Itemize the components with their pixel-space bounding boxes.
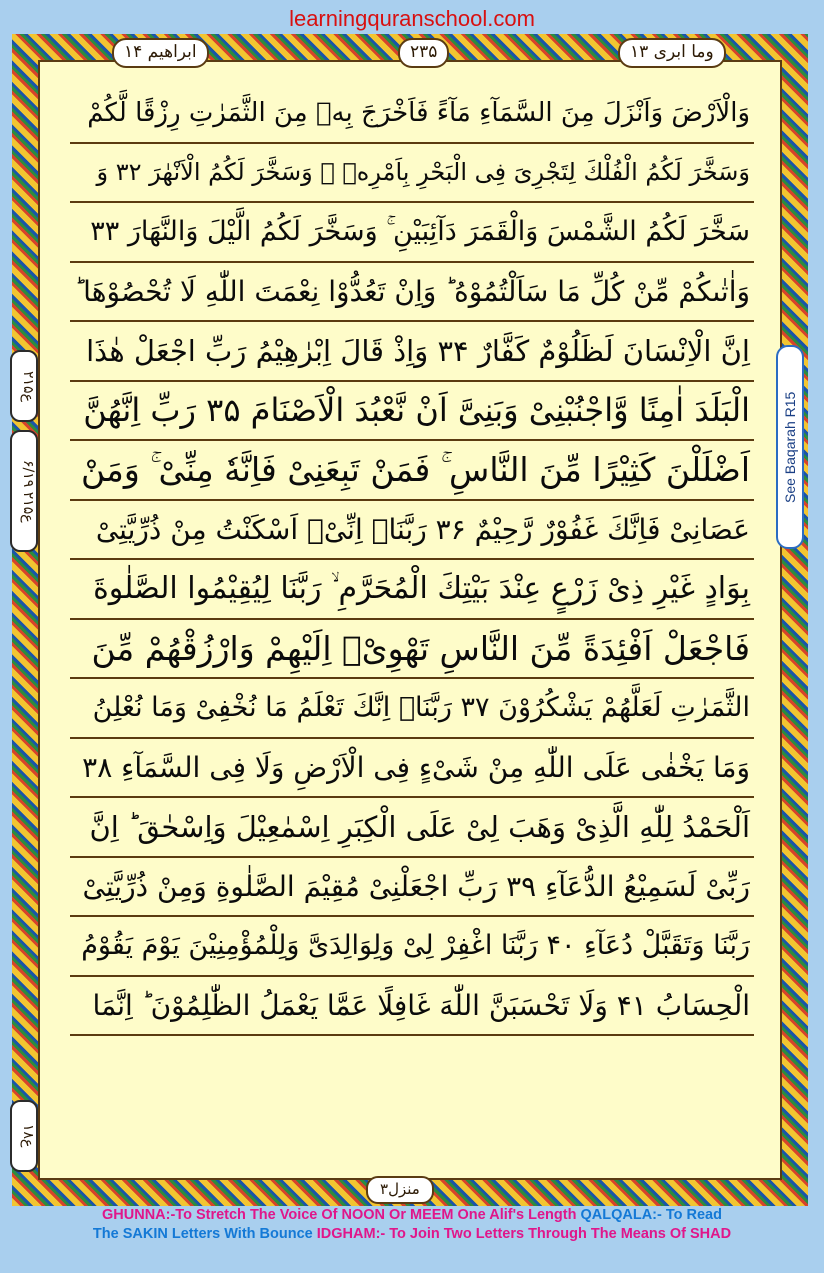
line-text: سَخَّرَ لَكُمُ الشَّمْسَ وَالْقَمَرَ دَآئِبَیْنِ ۚ وَسَخَّرَ لَكُمُ الَّیْلَ وَالنَّهَارَ ۳۳: [90, 215, 750, 247]
text-line: [70, 739, 754, 799]
ghunna-rule: GHUNNA:-To Stretch The Voice Of NOON Or MEEM One Alif's Length: [102, 1207, 577, 1223]
page-number: ۲۳۵: [398, 38, 449, 68]
quran-text-area: [70, 84, 754, 1134]
line-text: بِوَادٍ غَیْرِ ذِیْ زَرْعٍ عِنْدَ بَیْتِكَ الْمُحَرَّمِ ۙ رَبَّنَا لِیُقِیْمُوا الصَّلٰوةَ: [93, 571, 750, 607]
text-line: [70, 144, 754, 204]
line-text: رَبَّنَا وَتَقَبَّلْ دُعَآءِ ۴۰ رَبَّنَا اغْفِرْ لِیْ وَلِوَالِدَیَّ وَلِلْمُؤْمِنِیْنَ یَوْمَ یَقُوْمُ: [81, 930, 750, 962]
line-text: وَالْاَرْضَ وَاَنْزَلَ مِنَ السَّمَآءِ مَآءً فَاَخْرَجَ بِهٖ مِنَ الثَّمَرٰتِ رِزْقًا لَّكُمْ: [87, 97, 750, 128]
text-line: [70, 322, 754, 382]
juz-marker: ع۲۱۵ ۶/۱۹: [10, 430, 38, 552]
line-text: اِنَّ الْاِنْسَانَ لَظَلُوْمٌ كَفَّارٌ ۳۴ وَاِذْ قَالَ اِبْرٰهِیْمُ رَبِّ اجْعَلْ هٰذَا: [86, 333, 750, 368]
line-text: الْبَلَدَ اٰمِنًا وَّاجْنُبْنِیْ وَبَنِیَّ اَنْ نَّعْبُدَ الْاَصْنَامَ ۳۵ رَبِّ اِنَّهُنَّ: [83, 391, 750, 430]
idgham-rule: IDGHAM:- To Join Two Letters Through The Means Of SHAD: [316, 1226, 732, 1242]
line-text: عَصَانِیْ فَاِنَّكَ غَفُوْرٌ رَّحِیْمٌ ۳۶ رَبَّنَاۤ اِنِّیْۤ اَسْكَنْتُ مِنْ ذُرِّیَّتِیْ: [95, 512, 750, 546]
text-line: [70, 858, 754, 918]
tajweed-legend: [0, 1206, 824, 1244]
line-text: فَاجْعَلْ اَفْئِدَةً مِّنَ النَّاسِ تَهْوِیْۤ اِلَیْهِمْ وَارْزُقْهُمْ مِّنَ: [91, 628, 750, 668]
qalqala-rule: QALQALA:- To Read: [580, 1207, 722, 1223]
line-text: وَاٰتٰىكُمْ مِّنْ كُلِّ مَا سَاَلْتُمُوْهُ ؕ وَاِنْ تَعُدُّوْا نِعْمَتَ اللّٰهِ لَا تُحْصُوْهَا ؕ: [74, 274, 750, 308]
text-line: [70, 382, 754, 442]
text-line: [70, 560, 754, 620]
line-text: اَلْحَمْدُ لِلّٰهِ الَّذِیْ وَهَبَ لِیْ عَلَی الْكِبَرِ اِسْمٰعِیْلَ وَاِسْحٰقَ ؕ اِنَّ: [89, 809, 750, 844]
text-line: [70, 501, 754, 561]
line-text: رَبِّیْ لَسَمِیْعُ الدُّعَآءِ ۳۹ رَبِّ اجْعَلْنِیْ مُقِیْمَ الصَّلٰوةِ وَمِنْ ذُرِّیَّتِیْ: [82, 869, 750, 903]
ruku-marker: ع۲۱۵: [10, 350, 38, 422]
text-line: [70, 679, 754, 739]
manzil-marker: منزل۳: [366, 1176, 434, 1204]
text-line: [70, 263, 754, 323]
sakin-rule: The SAKIN Letters With Bounce: [92, 1226, 313, 1242]
line-text: الْحِسَابُ ۴۱ وَلَا تَحْسَبَنَّ اللّٰهَ غَافِلًا عَمَّا یَعْمَلُ الظّٰلِمُوْنَ ؕ اِنَّمَا: [92, 988, 750, 1022]
surah-name-header: ابراهیم ۱۴: [112, 38, 209, 68]
text-line: [70, 917, 754, 977]
see-baqarah-note: See Baqarah R15: [776, 345, 804, 549]
text-line: [70, 441, 754, 501]
text-line: [70, 84, 754, 144]
text-line: [70, 977, 754, 1037]
juz-name-header: وما ابری ۱۳: [618, 38, 726, 68]
line-text: الثَّمَرٰتِ لَعَلَّهُمْ یَشْكُرُوْنَ ۳۷ رَبَّنَاۤ اِنَّكَ تَعْلَمُ مَا نُخْفِیْ وَمَا نُعْلِنُ: [92, 692, 750, 724]
text-line: [70, 798, 754, 858]
site-url[interactable]: learningquranschool.com: [289, 6, 535, 31]
line-text: وَسَخَّرَ لَكُمُ الْفُلْكَ لِتَجْرِیَ فِی الْبَحْرِ بِاَمْرِهٖ ۚ وَسَخَّرَ لَكُمُ الْاَنْهٰرَ ۳۲ وَ: [96, 158, 750, 187]
line-text: اَضْلَلْنَ كَثِیْرًا مِّنَ النَّاسِ ۚ فَمَنْ تَبِعَنِیْ فَاِنَّهٗ مِنِّیْ ۚ وَمَنْ: [81, 449, 750, 489]
line-text: وَمَا یَخْفٰی عَلَی اللّٰهِ مِنْ شَیْءٍ فِی الْاَرْضِ وَلَا فِی السَّمَآءِ ۳۸: [82, 750, 750, 784]
text-line: [70, 620, 754, 680]
ruku-marker-bottom: ع۱۸: [10, 1100, 38, 1172]
text-line: [70, 203, 754, 263]
